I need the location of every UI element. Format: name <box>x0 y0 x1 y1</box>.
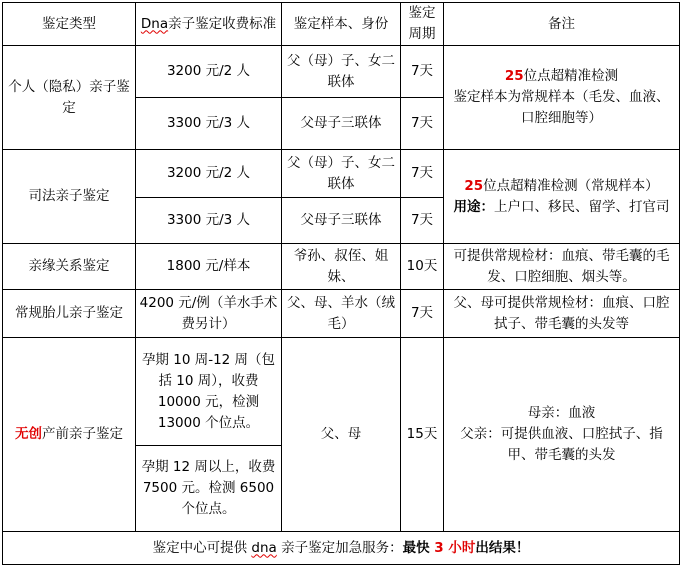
footer-b1: 最快 <box>402 539 435 556</box>
fee-cell: 1800 元/样本 <box>136 244 282 290</box>
footer-pre: 鉴定中心可提供 <box>152 539 252 556</box>
fee-table <box>2 2 680 565</box>
note-num: 25 <box>504 68 524 84</box>
sample-cell: 父（母）子、女二联体 <box>282 150 401 198</box>
sample-cell: 爷孙、叔侄、姐妹、 <box>282 244 401 290</box>
type-fetal: 常规胎儿亲子鉴定 <box>3 290 136 338</box>
note-use: 上户口、移民、留学、打官司 <box>494 198 670 215</box>
note-kinship: 可提供常规检材：血痕、带毛囊的毛发、口腔细胞、烟头等。 <box>444 244 680 290</box>
sample-cell: 父母子三联体 <box>282 98 401 150</box>
type-judicial: 司法亲子鉴定 <box>3 150 136 244</box>
fee-cell: 3200 元/2 人 <box>136 150 282 198</box>
fee-cell: 3200 元/2 人 <box>136 46 282 98</box>
type-kinship: 亲缘关系鉴定 <box>3 244 136 290</box>
note-line: 鉴定样本为常规样本（毛发、血液、口腔细胞等） <box>453 89 670 126</box>
fee-cell: 3300 元/3 人 <box>136 98 282 150</box>
period-cell: 7天 <box>401 46 444 98</box>
period-cell: 7天 <box>401 198 444 244</box>
footer-hours: 3 小时 <box>434 539 476 556</box>
footer-b2: 出结果！ <box>475 539 530 556</box>
sample-cell: 父、母、羊水（绒毛） <box>282 290 401 338</box>
period-cell: 10天 <box>401 244 444 290</box>
table-row <box>3 290 680 338</box>
type-nipt-rest: 产前亲子鉴定 <box>42 426 123 442</box>
note-use-label: 用途： <box>453 198 494 215</box>
fee-cell: 3300 元/3 人 <box>136 198 282 244</box>
header-fee-dna: Dna <box>140 15 169 32</box>
header-fee <box>136 3 282 46</box>
note-fetal: 父、母可提供常规检材：血痕、口腔拭子、带毛囊的头发等 <box>444 290 680 338</box>
header-period: 鉴定周期 <box>401 3 444 46</box>
note-num: 25 <box>464 177 484 194</box>
footer-note <box>3 532 680 565</box>
fee-cell: 孕期 12 周以上，收费 7500 元。检测 6500 个位点。 <box>136 446 282 532</box>
table-row <box>3 338 680 446</box>
header-sample: 鉴定样本、身份 <box>282 3 401 46</box>
period-cell: 7天 <box>401 98 444 150</box>
table-row <box>3 46 680 98</box>
fee-cell: 4200 元/例（羊水手术费另计） <box>136 290 282 338</box>
header-fee-rest: 亲子鉴定收费标准 <box>168 15 277 32</box>
note-line: 父亲：可提供血液、口腔拭子、指甲、带毛囊的头发 <box>460 426 663 463</box>
header-type: 鉴定类型 <box>3 3 136 46</box>
note-line: 母亲：血液 <box>527 405 596 421</box>
footer-dna: dna <box>251 539 277 556</box>
sample-cell: 父、母 <box>282 338 401 532</box>
footer-row <box>3 532 680 565</box>
period-cell: 7天 <box>401 150 444 198</box>
table-row <box>3 244 680 290</box>
note-personal <box>444 46 680 150</box>
header-note: 备注 <box>444 3 680 46</box>
type-nipt <box>3 338 136 532</box>
note-judicial <box>444 150 680 244</box>
period-cell: 15天 <box>401 338 444 532</box>
sample-cell: 父母子三联体 <box>282 198 401 244</box>
table-row <box>3 150 680 198</box>
note-line: 位点超精准检测 <box>523 68 619 84</box>
type-nipt-red: 无创 <box>15 426 42 442</box>
fee-cell: 孕期 10 周-12 周（包括 10 周），收费 10000 元，检测 13000 个位点。 <box>136 338 282 446</box>
note-line: 位点超精准检测（常规样本） <box>483 177 659 194</box>
note-nipt <box>444 338 680 532</box>
sample-cell: 父（母）子、女二联体 <box>282 46 401 98</box>
footer-mid: 亲子鉴定加急服务： <box>276 539 403 556</box>
type-personal: 个人（隐私）亲子鉴定 <box>3 46 136 150</box>
period-cell: 7天 <box>401 290 444 338</box>
header-row <box>3 3 680 46</box>
